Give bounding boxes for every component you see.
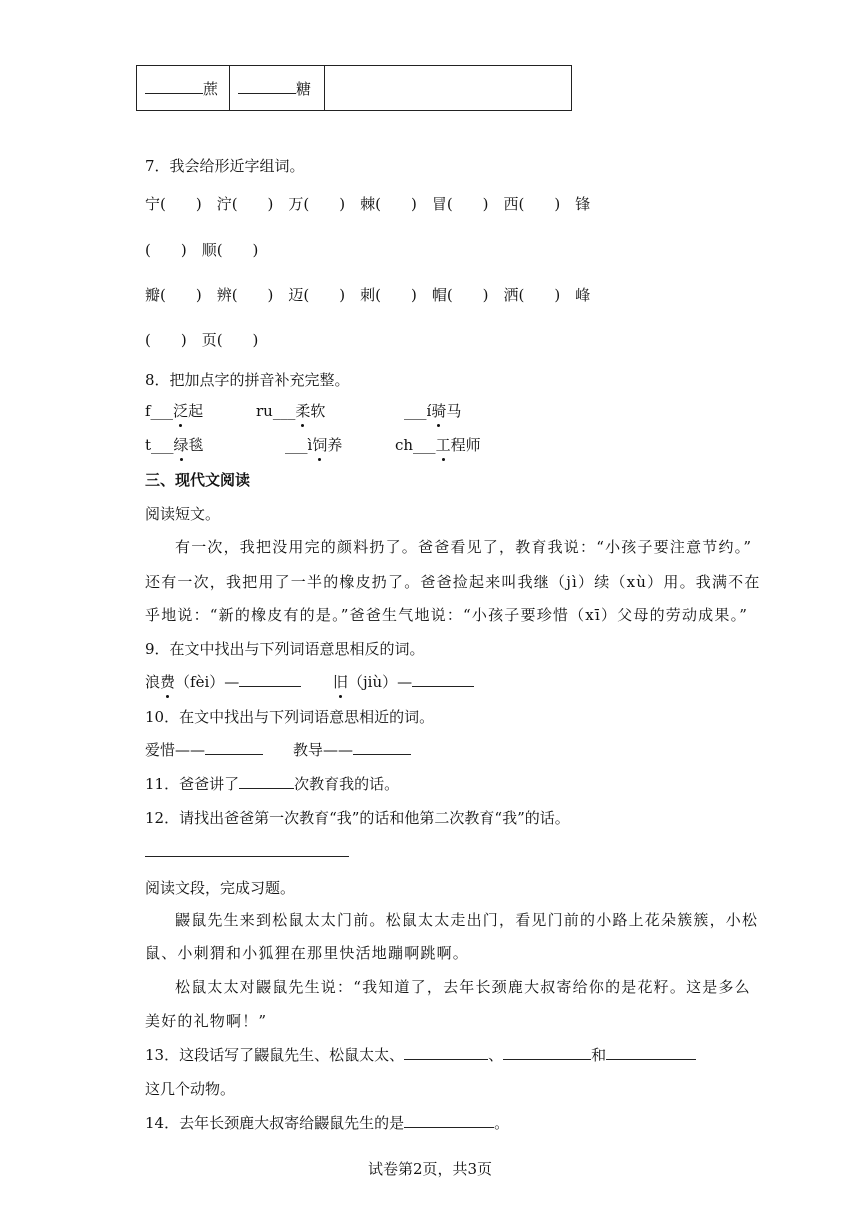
q8-title: 8．把加点字的拼音补充完整。	[145, 371, 350, 389]
passage2-line1: 鼹鼠先生来到松鼠太太门前。松鼠太太走出门，看见门前的小路上花朵簇簇，小松	[175, 911, 759, 929]
passage1-line2: 还有一次，我把用了一半的橡皮扔了。爸爸捡起来叫我继（jì）续（xù）用。我满不在	[145, 573, 761, 591]
q7-row1-line2: ( ) 顺( )	[145, 241, 259, 259]
q12-title: 12．请找出爸爸第一次教育“我”的话和他第二次教育“我”的话。	[145, 809, 570, 827]
cell-char: 蔗	[203, 79, 219, 98]
q8-item: ch___工程师	[395, 436, 481, 454]
fill-blank[interactable]	[239, 672, 301, 687]
fill-blank[interactable]	[145, 79, 203, 94]
passage2-line4: 美好的礼物啊！”	[145, 1012, 268, 1030]
fill-blank[interactable]	[239, 774, 294, 789]
q9-word-2: 旧（jiù）—	[333, 671, 474, 692]
q8-item: ___í骑马	[404, 402, 462, 420]
fill-blank[interactable]	[205, 740, 263, 755]
section-title: 三、现代文阅读	[145, 471, 251, 489]
fill-blank[interactable]	[404, 1113, 494, 1128]
q7-row2-line1: 瓣( ) 辨( ) 迈( ) 刺( ) 帽( ) 洒( ) 峰	[145, 286, 591, 304]
q10-title: 10．在文中找出与下列词语意思相近的词。	[145, 708, 435, 726]
fill-blank[interactable]	[606, 1045, 696, 1060]
q8-item: ru___柔软	[256, 402, 326, 420]
passage1-line3: 乎地说：“新的橡皮有的是。”爸爸生气地说：“小孩子要珍惜（xī）父母的劳动成果。”	[145, 606, 749, 624]
word-table	[136, 65, 572, 111]
table-cell-3	[325, 66, 572, 111]
passage2-line2: 鼠、小刺猬和小狐狸在那里快活地蹦啊跳啊。	[145, 944, 470, 962]
q9-title: 9．在文中找出与下列词语意思相反的词。	[145, 640, 425, 658]
q10-word-1: 爱惜——	[145, 739, 263, 760]
table-cell-1	[137, 66, 230, 111]
q8-item: f___泛起	[145, 402, 204, 420]
q8-item: t___绿毯	[145, 436, 204, 454]
q11: 11．爸爸讲了 次教育我的话。	[145, 775, 400, 793]
page-footer: 试卷第2页，共3页	[367, 1160, 493, 1178]
answer-line[interactable]	[145, 856, 349, 857]
q10-word-2: 教导——	[293, 739, 411, 760]
section-intro: 阅读短文。	[145, 505, 221, 523]
q7-row1-line1: 宁( ) 泞( ) 万( ) 棘( ) 冒( ) 西( ) 锋	[145, 195, 591, 213]
fill-blank[interactable]	[404, 1045, 488, 1060]
fill-blank[interactable]	[412, 672, 474, 687]
passage1-line1: 有一次，我把没用完的颜料扔了。爸爸看见了，教育我说：“小孩子要注意节约。”	[175, 538, 753, 556]
fill-blank[interactable]	[238, 79, 296, 94]
q7-title: 7．我会给形近字组词。	[145, 157, 305, 175]
passage2-line3: 松鼠太太对鼹鼠先生说：“我知道了，去年长颈鹿大叔寄给你的是花籽。这是多么	[175, 978, 751, 996]
table-cell-2	[230, 66, 325, 111]
q13: 13．这段话写了鼹鼠先生、松鼠太太、 、 和	[145, 1044, 696, 1065]
passage2-intro: 阅读文段，完成习题。	[145, 879, 296, 897]
fill-blank[interactable]	[353, 740, 411, 755]
fill-blank[interactable]	[503, 1045, 591, 1060]
q14: 14．去年长颈鹿大叔寄给鼹鼠先生的是 。	[145, 1114, 510, 1132]
q8-item: ___ì饲养	[285, 436, 343, 454]
q9-word-1: 浪费（fèi）—	[145, 671, 301, 692]
q13-line2: 这几个动物。	[145, 1080, 236, 1098]
cell-char: 糖	[296, 79, 312, 98]
q7-row2-line2: ( ) 页( )	[145, 331, 259, 349]
